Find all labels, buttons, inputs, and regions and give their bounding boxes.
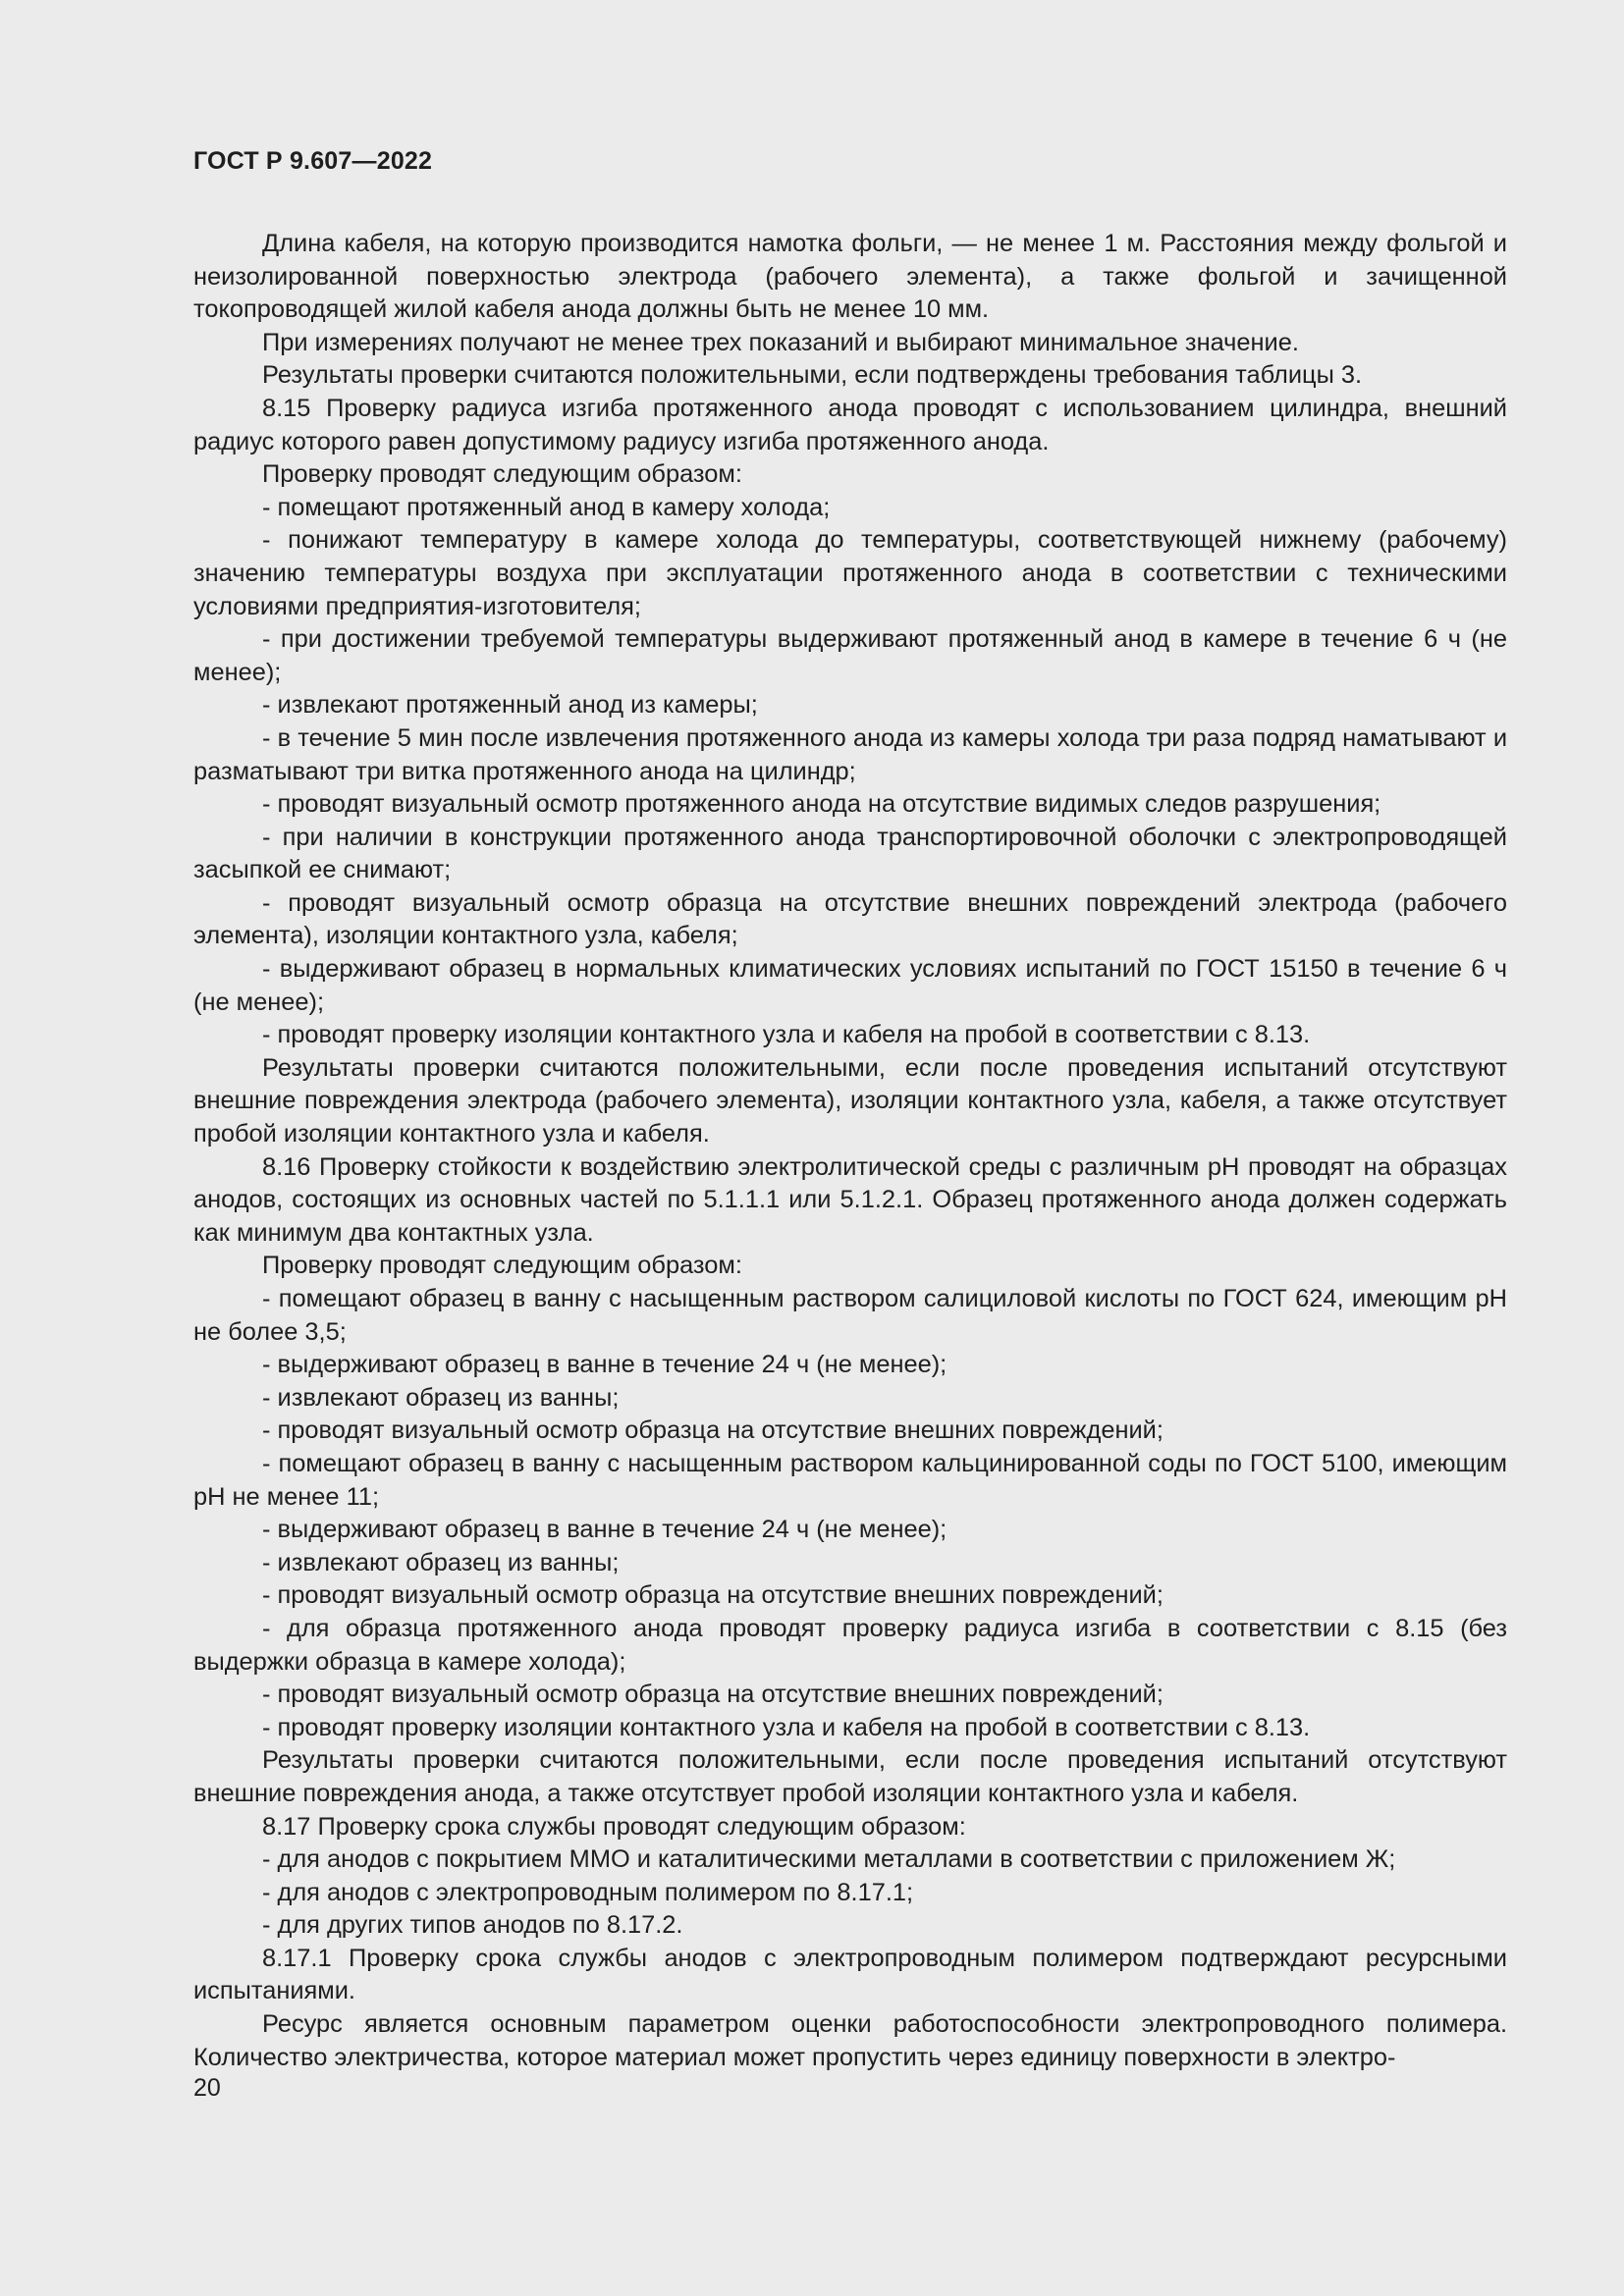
list-item: - извлекают протяженный анод из камеры; — [262, 691, 758, 720]
list-item: - проводят визуальный осмотр образца на отсутствие внешних повреждений; — [262, 1581, 1164, 1610]
paragraph: Проверку проводят следующим образом: — [262, 1252, 742, 1280]
paragraph: Результаты проверки считаются положительными, если после проведения испытаний отсутствуют внешние повреждения анода, а также отсутствует пробой изоляции контактного узла и кабеля. — [193, 1746, 1507, 1807]
list-item: - помещают образец в ванну с насыщенным раствором кальцинированной соды по ГОСТ 5100, имеющим pH не менее 11; — [193, 1449, 1507, 1511]
list-item: - для образца протяженного анода проводят проверку радиуса изгиба в соответствии с 8.15 (без выдержки образца в камере холода); — [193, 1614, 1507, 1676]
paragraph: Результаты проверки считаются положительными, если после проведения испытаний отсутствуют внешние повреждения электрода (рабочего элемента), изоляции контактного узла, кабеля, а также отсутствует пробой изоляции контактного узла и кабеля. — [193, 1053, 1507, 1148]
paragraph: Результаты проверки считаются положительными, если подтверждены требования таблицы 3. — [262, 361, 1363, 390]
list-item: - понижают температуру в камере холода до температуры, соответствующей нижнему (рабочему) значению температуры воздуха при эксплуатации протяженного анода в соответствии с техническими условиями предприятия-изготовителя; — [193, 526, 1507, 620]
list-item: - для анодов с электропроводным полимером по 8.17.1; — [262, 1878, 914, 1906]
list-item: - для других типов анодов по 8.17.2. — [262, 1911, 683, 1940]
list-item: - проводят визуальный осмотр образца на отсутствие внешних повреждений; — [262, 1681, 1164, 1709]
list-item: - выдерживают образец в нормальных климатических условиях испытаний по ГОСТ 15150 в течение 6 ч (не менее); — [193, 955, 1507, 1016]
paragraph: При измерениях получают не менее трех показаний и выбирают минимальное значение. — [262, 328, 1299, 356]
paragraph: Длина кабеля, на которую производится намотка фольги, — не менее 1 м. Расстояния между фольгой и неизолированной поверхностью электрода (рабочего элемента), а также фольгой и зачищенной токопроводящей жилой кабеля анода должны быть не менее 10 мм. — [193, 230, 1507, 324]
list-item: - извлекают образец из ванны; — [262, 1383, 620, 1412]
list-item: - проводят визуальный осмотр образца на отсутствие внешних повреждений электрода (рабочего элемента), изоляции контактного узла, кабеля; — [193, 888, 1507, 950]
page-number: 20 — [193, 2074, 221, 2102]
document-body — [193, 228, 1507, 2074]
section-8-16: 8.16 Проверку стойкости к воздействию электролитической среды с различным pH проводят на образцах анодов, состоящих из основных частей по 5.1.1.1 или 5.1.2.1. Образец протяженного анода должен содержать как минимум два контактных узла. — [193, 1152, 1507, 1247]
list-item: - помещают образец в ванну с насыщенным раствором салициловой кислоты по ГОСТ 624, имеющим pH не более 3,5; — [193, 1285, 1507, 1346]
list-item: - при наличии в конструкции протяженного анода транспортировочной оболочки с электропроводящей засыпкой ее снимают; — [193, 823, 1507, 884]
list-item: - проводят проверку изоляции контактного узла и кабеля на пробой в соответствии с 8.13. — [262, 1713, 1311, 1741]
list-item: - проводят визуальный осмотр протяженного анода на отсутствие видимых следов разрушения; — [262, 790, 1381, 819]
list-item: - помещают протяженный анод в камеру холода; — [262, 493, 831, 521]
section-8-17: 8.17 Проверку срока службы проводят следующим образом: — [262, 1812, 966, 1841]
list-item: - проводят визуальный осмотр образца на отсутствие внешних повреждений; — [262, 1416, 1164, 1445]
section-8-15: 8.15 Проверку радиуса изгиба протяженного анода проводят с использованием цилиндра, внешний радиус которого равен допустимому радиусу изгиба протяженного анода. — [193, 394, 1507, 455]
list-item: - выдерживают образец в ванне в течение 24 ч (не менее); — [262, 1351, 947, 1379]
section-8-17-1: 8.17.1 Проверку срока службы анодов с электропроводным полимером подтверждают ресурсными испытаниями. — [193, 1944, 1507, 2005]
list-item: - извлекают образец из ванны; — [262, 1548, 620, 1576]
list-item: - выдерживают образец в ванне в течение 24 ч (не менее); — [262, 1516, 947, 1544]
list-item: - при достижении требуемой температуры выдерживают протяженный анод в камере в течение 6 ч (не менее); — [193, 625, 1507, 686]
list-item: - проводят проверку изоляции контактного узла и кабеля на пробой в соответствии с 8.13. — [262, 1021, 1311, 1049]
list-item: - для анодов с покрытием ММО и каталитическими металлами в соответствии с приложением Ж; — [262, 1845, 1396, 1874]
paragraph: Ресурс является основным параметром оценки работоспособности электропроводного полимера. Количество электричества, которое материал может пропустить через единицу поверхности в электро- — [193, 2010, 1507, 2071]
list-item: - в течение 5 мин после извлечения протяженного анода из камеры холода три раза подряд наматывают и разматывают три витка протяженного анода на цилиндр; — [193, 723, 1507, 785]
document-header: ГОСТ Р 9.607—2022 — [193, 147, 433, 175]
paragraph: Проверку проводят следующим образом: — [262, 460, 742, 489]
